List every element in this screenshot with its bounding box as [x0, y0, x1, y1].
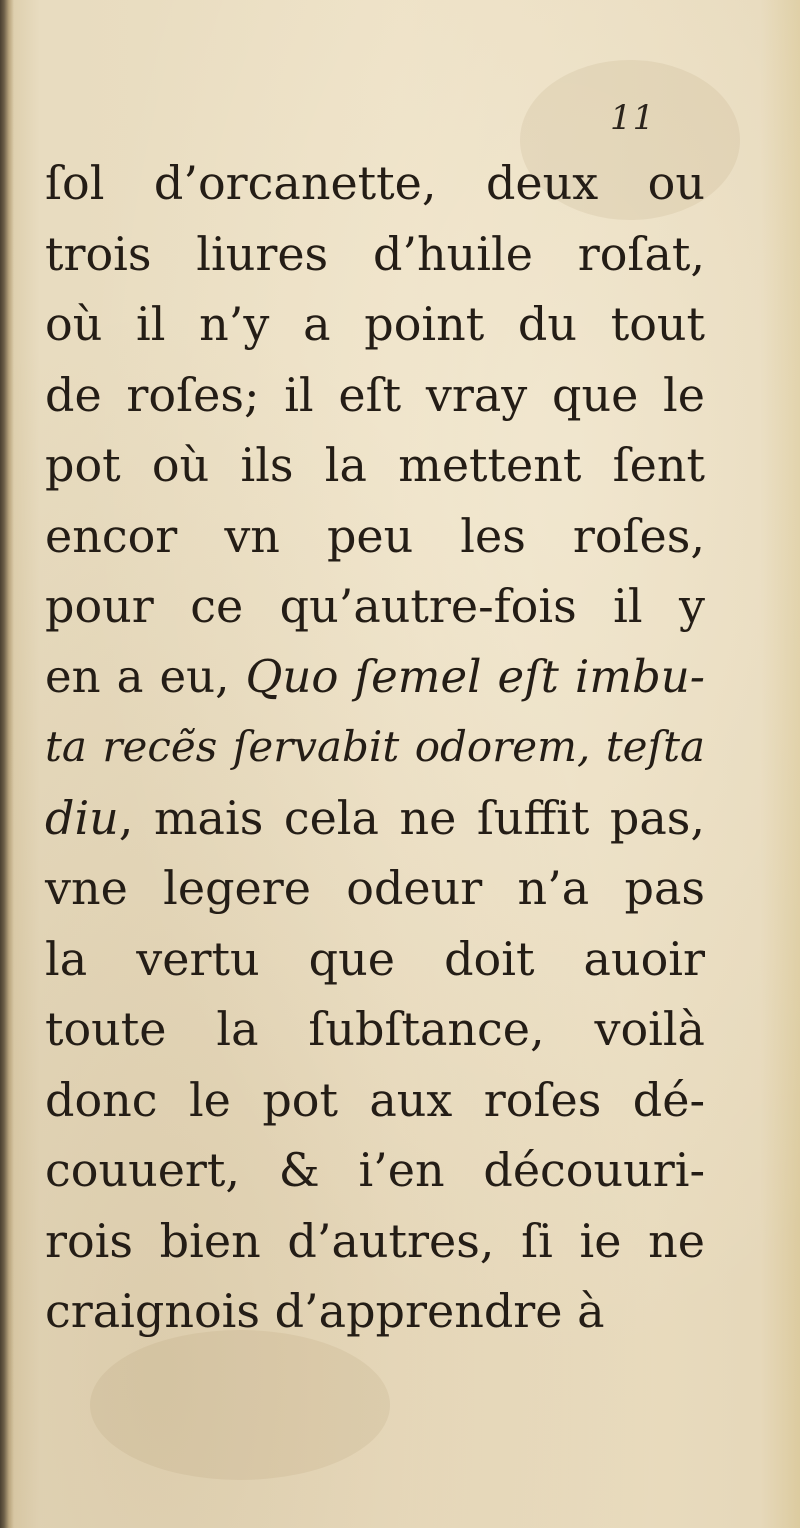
text-segment: en a eu,: [45, 649, 246, 703]
italic-text-segment: ta recẽs ſervabit odorem, teſta: [45, 722, 705, 771]
text-line: [45, 924, 705, 995]
text-line: [45, 571, 705, 642]
text-segment: vne legere odeur n’a pas: [45, 861, 705, 915]
text-segment: la vertu que doit auoir: [45, 931, 705, 986]
text-line: [45, 430, 705, 501]
text-line: [45, 1276, 705, 1347]
text-segment: pour ce qu’autre-fois il y: [45, 579, 705, 633]
text-line: [45, 501, 705, 572]
text-line: [45, 642, 705, 713]
text-line: [45, 712, 705, 783]
text-line: [45, 148, 705, 219]
text-line: [45, 1065, 705, 1136]
text-segment: rois bien d’autres, ſi ie ne: [45, 1213, 705, 1268]
italic-text-segment: Quo ſemel eſt imbu-: [245, 649, 705, 703]
page-number: 11: [610, 98, 656, 138]
text-segment: trois liures d’huile roſat,: [45, 226, 705, 281]
text-segment: donc le pot aux roſes dé-: [45, 1072, 705, 1127]
text-segment: de roſes; il eſt vray que le: [45, 367, 705, 422]
text-line: [45, 289, 705, 360]
text-segment: couuert, & i’en découuri-: [45, 1143, 705, 1197]
text-line: [45, 1135, 705, 1206]
text-segment: où il n’y a point du tout: [45, 297, 705, 351]
binding-gutter: [0, 0, 14, 1528]
text-line: [45, 360, 705, 431]
text-line: [45, 1206, 705, 1277]
text-segment: encor vn peu les roſes,: [45, 508, 705, 563]
text-line: [45, 994, 705, 1065]
text-segment: craignois d’apprendre à: [45, 1284, 605, 1338]
text-segment: ſol d’orcanette, deux ou: [45, 156, 705, 210]
text-segment: , mais cela ne ſuffit pas,: [118, 790, 705, 845]
text-line: [45, 219, 705, 290]
text-block: [45, 148, 705, 1347]
paper-stain: [90, 1330, 390, 1480]
text-segment: toute la ſubſtance, voilà: [45, 1002, 705, 1056]
text-line: [45, 853, 705, 924]
text-line: [45, 783, 705, 854]
text-segment: pot où ils la mettent ſent: [45, 438, 705, 492]
italic-text-segment: diu: [45, 790, 119, 845]
